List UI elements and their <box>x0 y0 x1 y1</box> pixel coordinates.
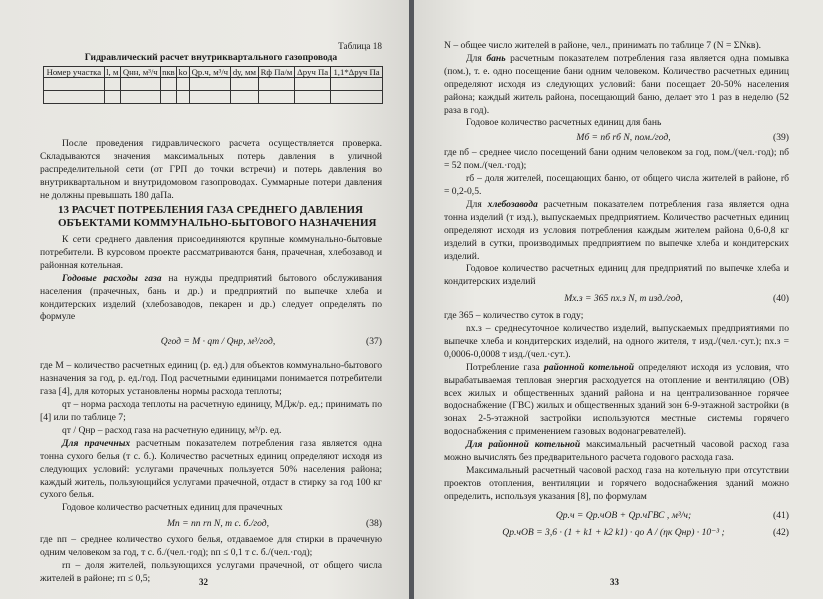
emphasis-laundry: Для прачечных <box>62 437 131 449</box>
equation-38-formula: Mп = nп rп N, т с. б./год, <box>166 518 270 530</box>
paragraph-bath-prefix: Для <box>466 52 487 64</box>
paragraph-bread-prefix: Для <box>466 198 488 210</box>
paragraph-max: Максимальный расчетный часовой расход газа на котельную при отсутствии проектов отопления, вентиляции и горячего водоснабжения зданий можно определить, используя указания [8], по формулам <box>444 465 789 502</box>
equation-40-number: (40) <box>773 293 789 305</box>
paragraph-intro: К сети среднего давления присоединяются крупные коммунально-бытовые потребители. В курсовом проекте рассматриваются баня, прачечная, хлебозавод и районная котельная. <box>40 234 382 271</box>
paragraph-rp: rп – доля жителей, пользующихся услугами прачечной, от общего числа жителей в районе; rп ≤ 0,5; <box>40 559 382 584</box>
paragraph-bread-text: расчетным показателем потребления газа является одна тонна изделий (т изд.), выпускаемых предприятием. Количество расчетных единиц определяют исходя из условия потребления каждым жителем района 0,6-0,8 кг изделий в сутки, производимых предприятием по выпечке хлеба и кондитерских изделий. <box>444 198 789 262</box>
equation-41 <box>444 510 789 523</box>
equation-42 <box>444 527 789 540</box>
paragraph-boiler-text: определяют исходя из условия, что вырабатываемая тепловая энергия расходуется на отопление и вентиляцию (ОВ) всех жилых и общественных зданий района и на централизованное горячее водоснабжение (ГВС) жилых и общественных зданий зон 6-9-этажной застройки (в зонах 2-5-этажной застройки используются местные системы горячего водоснабжения с применением газовых водонагревателей). <box>444 361 790 438</box>
paragraph-laundry-annual: Годовое количество расчетных единиц для прачечных <box>62 502 283 514</box>
th-11dp: 1,1*Δpуч Па <box>331 67 383 78</box>
equation-39-formula: Mб = nб rб N, пом./год, <box>576 132 671 144</box>
page-number-left: 32 <box>199 577 208 587</box>
paragraph-bread <box>444 199 789 264</box>
emphasis-boiler: районной котельной <box>543 361 635 373</box>
table-header-row <box>44 67 383 78</box>
table-title: Гидравлический расчет внутриквартального газопровода <box>84 52 338 63</box>
equation-40-formula: Mх.з = 365 nх.з N, т изд./год, <box>564 293 683 305</box>
paragraph-n: N – общее число жителей в районе, чел., принимать по таблице 7 (N = ΣNкв). <box>444 40 762 51</box>
equation-40 <box>444 293 789 306</box>
emphasis-annual: Годовые расходы газа <box>62 272 162 284</box>
equation-37 <box>40 330 382 354</box>
equation-42-formula: Qр.чОВ = 3,6 · (1 + k1 + k2 k1) · qо A / (ηк Qнр) · 10⁻³ ; <box>502 526 725 538</box>
emphasis-bath: бань <box>486 52 506 64</box>
paragraph-bath-annual: Годовое количество расчетных единиц для бань <box>466 117 662 129</box>
equation-41-number: (41) <box>773 509 789 521</box>
equation-39-number: (39) <box>773 132 789 144</box>
gas-pipeline-table <box>43 66 383 104</box>
paragraph-rb: rб – доля жителей, посещающих баню, от общего числа жителей в районе, rб = 0,2-0,5. <box>444 173 789 197</box>
right-page <box>414 0 823 599</box>
emphasis-bread: хлебозавода <box>487 198 538 210</box>
paragraph-boiler <box>444 362 789 439</box>
table-row <box>44 91 383 104</box>
paragraph-laundry <box>40 438 382 503</box>
th-nkv: nкв <box>162 67 175 77</box>
section-heading: 13 РАСЧЕТ ПОТРЕБЛЕНИЯ ГАЗА СРЕДНЕГО ДАВЛЕНИЯ ОБЪЕКТАМИ КОММУНАЛЬНО-БЫТОВОГО НАЗНАЧЕНИЯ <box>58 204 377 229</box>
table-caption: Таблица 18 <box>338 41 382 51</box>
equation-37-formula: Qгод = M · qт / Qнр, м³/год, <box>160 335 276 347</box>
th-length: l, м <box>106 67 119 77</box>
th-qnn: Qнн, м³/ч <box>120 67 160 78</box>
th-rf: Rф Па/м <box>258 67 295 78</box>
paragraph-check: После проведения гидравлического расчета осуществляется проверка. Складываются значения максимальных потерь давления в уличной распределительной сети (от ГРП до точки встречи) и потерь давления во внутриквартальном и внутридомовом газопроводах. Суммарные потери давления не должны превышать 180 даПа. <box>40 138 382 201</box>
equation-37-number: (37) <box>366 335 382 347</box>
equation-41-formula: Qр.ч = Qр.чОВ + Qр.чГВС , м³/ч; <box>555 509 692 521</box>
paragraph-qt: qт – норма расхода теплоты на расчетную единицу, МДж/р. ед.; принимать по [4] или по таблице 7; <box>40 399 382 423</box>
page-number-right: 33 <box>610 577 619 587</box>
paragraph-qtqn: qт / Qнр – расход газа на расчетную единицу, м³/р. ед. <box>62 424 282 436</box>
paragraph-bath <box>444 53 789 118</box>
th-ko: kо <box>178 67 188 77</box>
th-dp: Δpуч Па <box>295 67 331 78</box>
equation-38 <box>40 518 382 531</box>
th-segment: Номер участка <box>44 67 105 78</box>
th-dy: dу, мм <box>231 67 259 78</box>
paragraph-nb: где nб – среднее число посещений бани одним человеком за год, пом./(чел.·год); nб = 52 пом./(чел.·год); <box>444 147 789 172</box>
left-page <box>0 0 409 599</box>
paragraph-annual <box>40 273 382 325</box>
paragraph-where-m: где M – количество расчетных единиц (р. ед.) для объектов коммунально-бытового назначения за год, р. ед./год. Под расчетными единицами понимается потребители газа [4], для которых установлены нормы расхода теплоты; <box>40 360 382 398</box>
equation-38-number: (38) <box>366 518 382 530</box>
paragraph-boiler2-text: максимальный расчетный часовой расход газа можно вычислять без предварительного расчета годового расхода газа. <box>444 439 789 464</box>
equation-39 <box>444 132 789 145</box>
equation-42-number: (42) <box>773 526 789 538</box>
paragraph-boiler-prefix: Потребление газа <box>466 361 544 373</box>
th-qrch: Qр.ч, м³/ч <box>189 67 231 78</box>
paragraph-365: где 365 – количество суток в году; <box>444 310 584 322</box>
paragraph-bread-annual: Годовое количество расчетных единиц для предприятий по выпечке хлеба и кондитерских изделий <box>444 263 789 288</box>
paragraph-annual-text: на нужды предприятий бытового обслуживания населения (прачечных, бань и др.) и предприятий по выпечке хлеба и кондитерских изделий (хлебозаводов, пекарен и др.) следует определять по формуле <box>40 272 382 323</box>
emphasis-boiler2: Для районной котельной <box>466 439 581 451</box>
paragraph-nxz: nх.з – среднесуточное количество изделий, выпускаемых предприятиями по выпечке хлеба и кондитерских изделий, на одного жителя, т изд./(чел.·сут.); nх.з = 0,0006-0,0008 т изд./(чел.·сут.). <box>444 323 789 360</box>
table-row <box>44 78 383 91</box>
paragraph-laundry-text: расчетным показателем потребления газа является одна тонна сухого белья (т с. б.). Количество расчетных единиц определяют исходя из следующих условий: услугами прачечных пользуется 50% населения района; каждый житель, пользующийся услугами прачечной, отдаст в стирку за год 100 кг сухого белья. <box>40 437 382 501</box>
paragraph-np: где nп – среднее количество сухого белья, отдаваемое для стирки в прачечную одним человеком за год, т с. б./(чел.·год); nп ≤ 0,1 т с. б./(чел.·год); <box>40 534 382 559</box>
paragraph-bath-text: расчетным показателем потребления газа является одна помывка (пом.), т. е. одно посещение бани одним человеком. Количество расчетных единиц определяют исходя из следующих условий: бани посещает 20-50% населения района; каждый житель района, посещающий баню, делает это 1 раз в неделю (52 раза в год). <box>444 52 789 116</box>
paragraph-boiler2 <box>444 439 789 465</box>
